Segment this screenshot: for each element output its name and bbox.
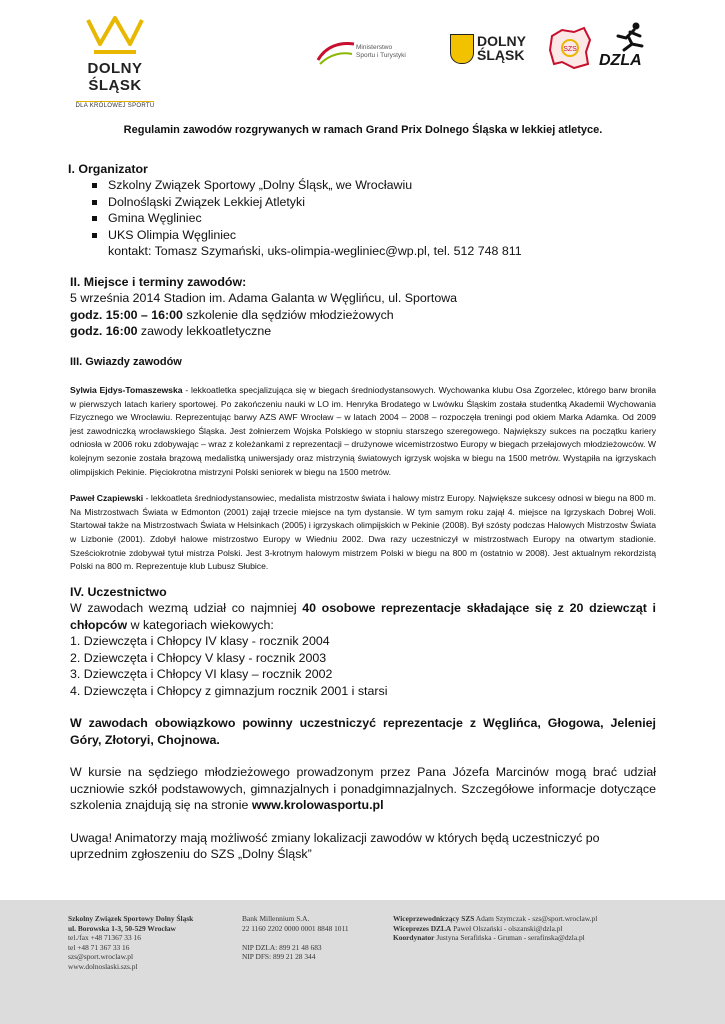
footer-bank-name: Bank Millennium S.A. (242, 914, 310, 923)
footer-telfax: tel./fax +48 71367 33 16 (68, 933, 141, 943)
szs-badge-text: SZS (563, 46, 577, 53)
organizer-note: Uwaga! Animatorzy mają możliwość zmiany lokalizacji zawodów w których będą uczestniczyć po uprzednim zgłoszeniu do SZS „Dolny Śląsk” (70, 830, 600, 862)
footer-contacts-column (393, 914, 597, 943)
list-item: Dolnośląski Związek Lekkiej Atletyki (90, 194, 656, 211)
szs-dzla-logos (548, 22, 658, 72)
footer-address-column (68, 914, 193, 972)
intro-text: W zawodach wezmą udział co najmniej (70, 601, 303, 616)
dzla-text: DZLA (599, 52, 642, 69)
page-footer (0, 900, 725, 1024)
training-desc: szkolenie dla sędziów młodzieżowych (182, 307, 394, 322)
crown-icon (84, 14, 146, 58)
logo-tagline: DLA KRÓLOWEJ SPORTU (75, 103, 155, 109)
region-logo-line-2: ŚLĄSK (477, 47, 525, 63)
szs-map-icon (548, 26, 594, 70)
logo-brand-text: DOLNY ŚLĄSK (87, 60, 143, 94)
venue-competition-time (70, 323, 656, 340)
star-name: Paweł Czapiewski (70, 493, 144, 504)
region-logo-line-1: DOLNY (477, 33, 526, 49)
list-item: 3. Dziewczęta i Chłopcy VI klasy – rocznik 2002 (70, 667, 333, 682)
footer-tel: tel +48 71 367 33 16 (68, 942, 130, 952)
list-item: 1. Dziewczęta i Chłopcy IV klasy - rocznik 2004 (70, 634, 330, 649)
organizer-list (70, 177, 656, 243)
footer-nip-dzla: NIP DZLA: 899 21 48 683 (242, 942, 322, 952)
section-organizer-heading: I. Organizator (68, 161, 148, 176)
list-item: 4. Dziewczęta i Chłopcy z gimnazjum rocznik 2001 i starsi (70, 683, 388, 698)
section-venue-heading: II. Miejsce i terminy zawodów: (70, 274, 247, 289)
section-participants-heading: IV. Uczestnictwo (70, 584, 167, 599)
ministry-swirl-icon (316, 38, 356, 68)
section-stars-heading: III. Gwiazdy zawodów (70, 355, 182, 368)
footer-role: Wiceprezes DZLA (393, 923, 452, 933)
footer-role: Koordynator (393, 933, 435, 943)
ministry-text (356, 44, 406, 60)
list-item: 2. Dziewczęta i Chłopcy V klasy - rocznik 2003 (70, 650, 327, 665)
footer-website[interactable]: www.dolnoslaski.szs.pl (68, 961, 138, 971)
footer-email[interactable]: szs@sport.wroclaw.pl (68, 952, 134, 962)
organizer-contact: kontakt: Tomasz Szymański, uks-olimpia-wegliniec@wp.pl, tel. 512 748 811 (108, 244, 522, 258)
participants-intro (70, 600, 656, 633)
footer-role: Wiceprzewodniczący SZS (393, 914, 475, 923)
mandatory-teams: W zawodach obowiązkowo powinny uczestniczyć reprezentacje z Węglińca, Głogowa, Jeleniej Góry, Złotoryi, Chojnowa. (70, 716, 656, 747)
list-item: Gmina Węgliniec (90, 210, 656, 227)
ministry-line-2: Sportu i Turystyki (356, 52, 406, 59)
footer-contact-vice-dzla (393, 924, 597, 934)
intro-bold: 40 osobowe reprezentacje składające się z 20 dziewcząt i chłopców (70, 601, 656, 632)
star-bio-ejdys (70, 384, 656, 479)
age-categories-list (70, 633, 656, 699)
star-name: Sylwia Ejdys-Tomaszewska (70, 385, 183, 395)
document-title: Regulamin zawodów rozgrywanych w ramach Grand Prix Dolnego Śląska w lekkiej atletyce. (123, 124, 603, 136)
referee-course-info (70, 764, 656, 814)
competition-time: godz. 16:00 (70, 324, 138, 338)
footer-contact-coordinator (393, 933, 597, 943)
competition-desc: zawody lekkoatletyczne (137, 324, 272, 338)
footer-nip-dfs: NIP DFS: 899 21 28 344 (242, 952, 316, 962)
footer-person: Justyna Serafińska - Gruman - serafinska@dzla.pl (434, 933, 585, 943)
footer-contact-vice-szs (393, 914, 597, 924)
eagle-shield-icon (450, 34, 474, 64)
footer-org-name: Szkolny Związek Sportowy Dolny Śląsk (68, 914, 194, 923)
region-logo-text (477, 34, 526, 62)
star-bio-czapiewski (70, 492, 656, 574)
intro-text-end: w kategoriach wiekowych: (127, 617, 274, 632)
list-item: UKS Olimpia Węgliniec (90, 227, 656, 244)
venue-training-time (70, 307, 656, 324)
course-text: W kursie na sędziego młodzieżowego prowadzonym przez Pana Józefa Marcinów mogą brać udział uczniowie szkół podstawowych, gimnazjalnych i ponadgimnazjalnych. Szczegółowe informacje dotyczące szkolenia znajdują się na stronie (70, 765, 656, 813)
footer-org-address: ul. Borowska 1-3, 50-529 Wrocław (68, 923, 176, 933)
star-bio-text: - lekkoatleta średniodystansowiec, medalista mistrzostw świata i halowy mistrz Europy. Największe sukcesy odnosi w biegu na 800 m. Na Mistrzostwach Świata w Edmonton (2001) zajął trzecie miejsce na tym dystansie. W tym samym roku zajął 4. miejsce na Igrzyskach Dobrej Woli. Startował także na Mistrzostwach Świata w Helsinkach (2005) i igrzyskach olimpijskich w Pekinie (2008). Był szósty podczas Halowych Mistrzostw Świata w Lizbonie (2001). Zdobył halowe mistrzostwo Europy w Wiedniu 2002. Dwa razy uczestniczył w mistrzostwach Europy na otwartym stadionie. Sześciokrotnie zdobywał tytuł mistrza Polski. Jest 3-krotnym halowym mistrzem Polski w biegu na 800 m (ostatnio w 2008). Jest aktualnym rekordzistą Polski na 800 m. Reprezentuje klub Lubusz Słubice. (70, 493, 656, 572)
dolny-slask-logo (60, 14, 170, 109)
dolny-slask-region-logo (450, 34, 542, 66)
footer-person: Adam Szymczak - szs@sport.wroclaw.pl (474, 914, 598, 923)
document-body (70, 118, 656, 863)
ministry-logo (316, 38, 431, 68)
runner-icon (610, 22, 650, 52)
course-link[interactable]: www.krolowasportu.pl (251, 798, 384, 813)
footer-person: Paweł Olszański - olszanski@dzla.pl (451, 923, 563, 933)
training-time: godz. 15:00 – 16:00 (70, 307, 183, 322)
ministry-line-1: Ministerstwo (356, 44, 393, 51)
footer-bank-column (242, 914, 349, 962)
list-item: Szkolny Związek Sportowy „Dolny Śląsk„ we Wrocławiu (90, 177, 656, 194)
footer-bank-account: 22 1160 2202 0000 0001 8848 1011 (242, 923, 349, 933)
star-bio-text: - lekkoatletka specjalizująca się w biegach średniodystansowych. Wychowanka klubu Osa Zgorzelec, którego barw broniła w pierwszych latach kariery sportowej. Po zakończeniu nauki w LO im. Henryka Brodatego w Lwówku Śląskim została studentką Akademii Wychowania Fizycznego we Wrocławiu. Reprezentując barwy AZS AWF Wrocław – w latach 2004 – 2008 – rozpoczęła treningi pod okiem Marka Adamka. Od 2009 jest zawodniczką wrocławskiego Śląska. Jest żołnierzem Wojska Polskiego w stopniu starszego szeregowego. Największy sukces na początku kariery odniosła w 2006 roku zdobywając – wraz z koleżankami z reprezentacji – drużynowe wicemistrzostwo Europy w biegach przełajowych młodzieżowców. W kolejnym sezonie została brązową medalistką uniwersjady oraz mistrzynią światowych igrzysk wojska w biegu na 1500 metrów. Wystąpiła na igrzyskach olimpijskich Pekinie. Pięciokrotna mistrzyni Polski seniorek w biegu na 1500 metrów. (70, 385, 656, 477)
page-header (0, 0, 725, 110)
venue-date: 5 września 2014 Stadion im. Adama Galanta w Węglińcu, ul. Sportowa (70, 291, 458, 305)
